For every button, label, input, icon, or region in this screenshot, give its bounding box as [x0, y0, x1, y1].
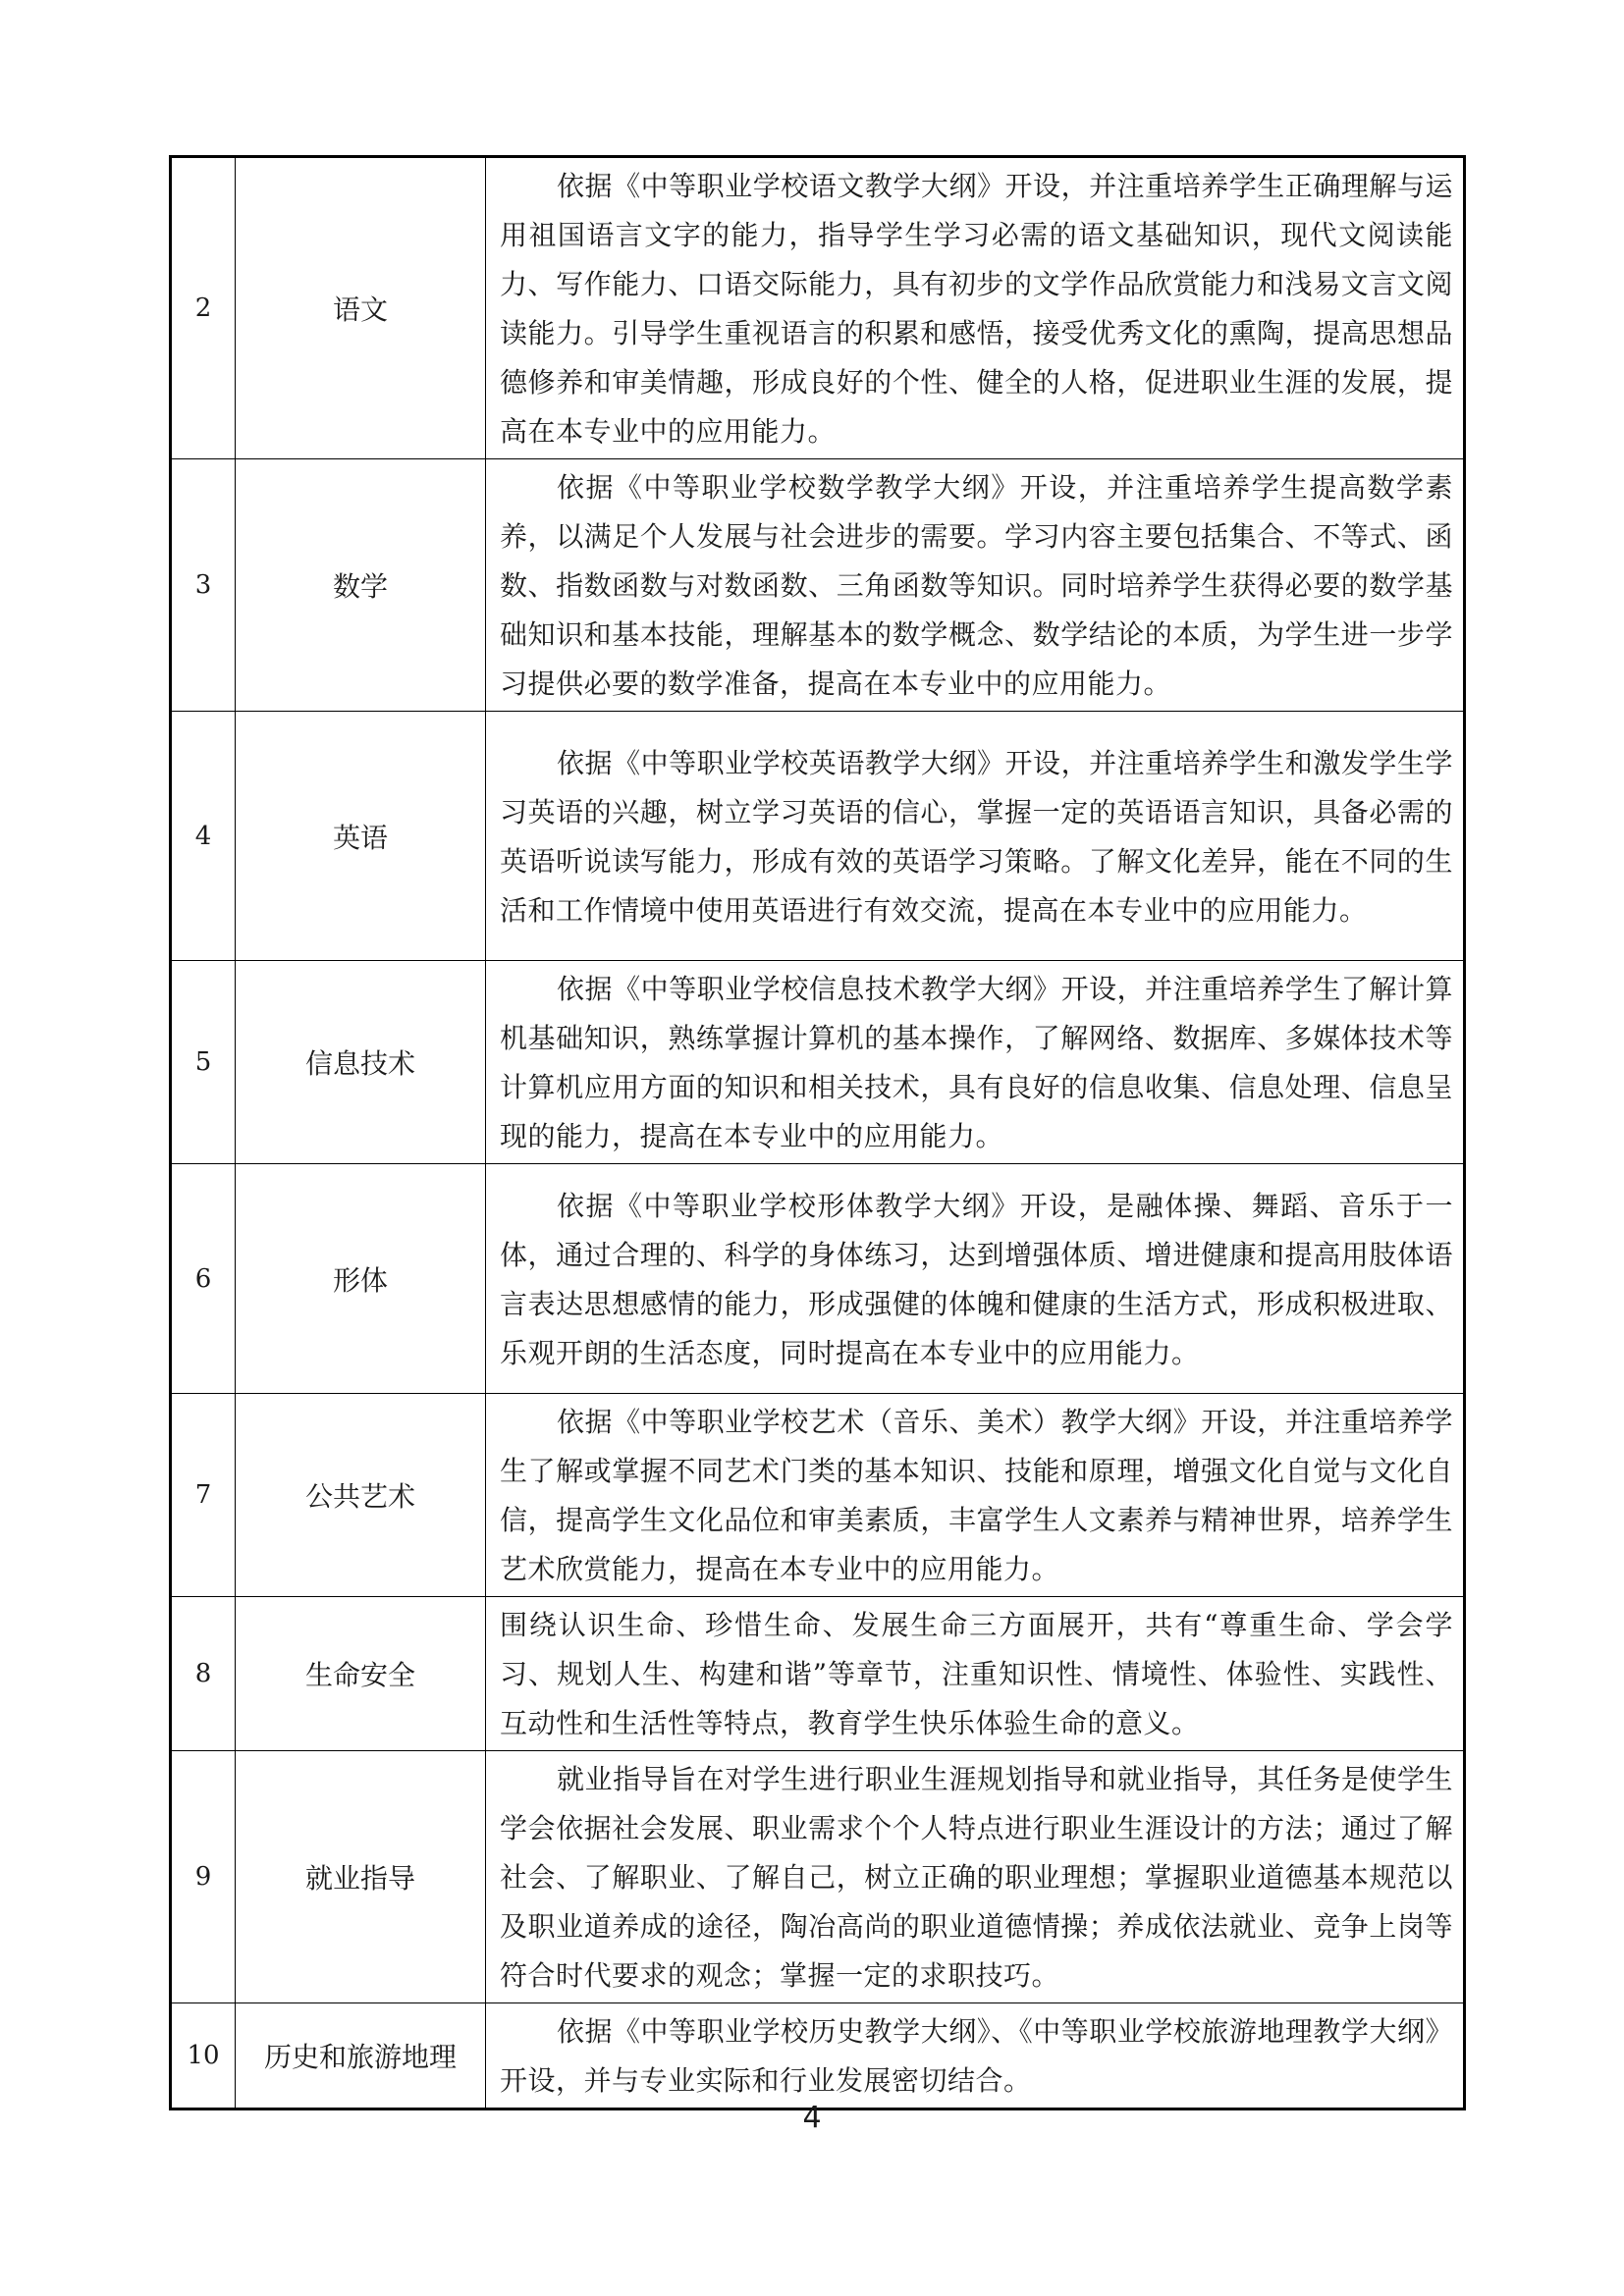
- course-name: 就业指导: [236, 1751, 486, 2003]
- course-number: 9: [171, 1751, 236, 2003]
- table-row: [171, 1164, 1465, 1394]
- course-number: 5: [171, 961, 236, 1164]
- table-row: [171, 2003, 1465, 2109]
- table-row: [171, 157, 1465, 459]
- course-number: 6: [171, 1164, 236, 1394]
- table-row: [171, 1597, 1465, 1751]
- table-row: [171, 1751, 1465, 2003]
- course-number: 8: [171, 1597, 236, 1751]
- course-number: 7: [171, 1394, 236, 1597]
- course-name: 形体: [236, 1164, 486, 1394]
- course-description: 依据《中等职业学校信息技术教学大纲》开设，并注重培养学生了解计算机基础知识，熟练掌握计算机的基本操作，了解网络、数据库、多媒体技术等计算机应用方面的知识和相关技术，具有良好的信息收集、信息处理、信息呈现的能力，提高在本专业中的应用能力。: [486, 961, 1465, 1164]
- course-number: 10: [171, 2003, 236, 2109]
- course-name: 语文: [236, 157, 486, 459]
- course-name: 生命安全: [236, 1597, 486, 1751]
- table-row: [171, 1394, 1465, 1597]
- course-name: 数学: [236, 459, 486, 712]
- course-description: 依据《中等职业学校英语教学大纲》开设，并注重培养学生和激发学生学习英语的兴趣，树立学习英语的信心，掌握一定的英语语言知识，具备必需的英语听说读写能力，形成有效的英语学习策略。了解文化差异，能在不同的生活和工作情境中使用英语进行有效交流，提高在本专业中的应用能力。: [486, 712, 1465, 961]
- course-description: 依据《中等职业学校语文教学大纲》开设，并注重培养学生正确理解与运用祖国语言文字的能力，指导学生学习必需的语文基础知识，现代文阅读能力、写作能力、口语交际能力，具有初步的文学作品欣赏能力和浅易文言文阅读能力。引导学生重视语言的积累和感悟，接受优秀文化的熏陶，提高思想品德修养和审美情趣，形成良好的个性、健全的人格，促进职业生涯的发展，提高在本专业中的应用能力。: [486, 157, 1465, 459]
- course-name: 英语: [236, 712, 486, 961]
- course-name: 信息技术: [236, 961, 486, 1164]
- course-name: 历史和旅游地理: [236, 2003, 486, 2109]
- page-number: 4: [802, 2101, 822, 2135]
- course-description: 依据《中等职业学校数学教学大纲》开设，并注重培养学生提高数学素养，以满足个人发展与社会进步的需要。学习内容主要包括集合、不等式、函数、指数函数与对数函数、三角函数等知识。同时培养学生获得必要的数学基础知识和基本技能，理解基本的数学概念、数学结论的本质，为学生进一步学习提供必要的数学准备，提高在本专业中的应用能力。: [486, 459, 1465, 712]
- course-description: 就业指导旨在对学生进行职业生涯规划指导和就业指导，其任务是使学生学会依据社会发展、职业需求个个人特点进行职业生涯设计的方法；通过了解社会、了解职业、了解自己，树立正确的职业理想；掌握职业道德基本规范以及职业道养成的途径，陶冶高尚的职业道德情操；养成依法就业、竞争上岗等符合时代要求的观念；掌握一定的求职技巧。: [486, 1751, 1465, 2003]
- course-description: 依据《中等职业学校形体教学大纲》开设，是融体操、舞蹈、音乐于一体，通过合理的、科学的身体练习，达到增强体质、增进健康和提高用肢体语言表达思想感情的能力，形成强健的体魄和健康的生活方式，形成积极进取、乐观开朗的生活态度，同时提高在本专业中的应用能力。: [486, 1164, 1465, 1394]
- course-table: [169, 155, 1466, 2110]
- course-number: 3: [171, 459, 236, 712]
- table-row: [171, 961, 1465, 1164]
- course-description: 依据《中等职业学校历史教学大纲》、《中等职业学校旅游地理教学大纲》开设，并与专业实际和行业发展密切结合。: [486, 2003, 1465, 2109]
- course-number: 2: [171, 157, 236, 459]
- course-name: 公共艺术: [236, 1394, 486, 1597]
- course-description: 围绕认识生命、珍惜生命、发展生命三方面展开，共有“尊重生命、学会学习、规划人生、构建和谐”等章节，注重知识性、情境性、体验性、实践性、互动性和生活性等特点，教育学生快乐体验生命的意义。: [486, 1597, 1465, 1751]
- table-row: [171, 459, 1465, 712]
- course-description: 依据《中等职业学校艺术（音乐、美术）教学大纲》开设，并注重培养学生了解或掌握不同艺术门类的基本知识、技能和原理，增强文化自觉与文化自信，提高学生文化品位和审美素质，丰富学生人文素养与精神世界，培养学生艺术欣赏能力，提高在本专业中的应用能力。: [486, 1394, 1465, 1597]
- table-row: [171, 712, 1465, 961]
- course-number: 4: [171, 712, 236, 961]
